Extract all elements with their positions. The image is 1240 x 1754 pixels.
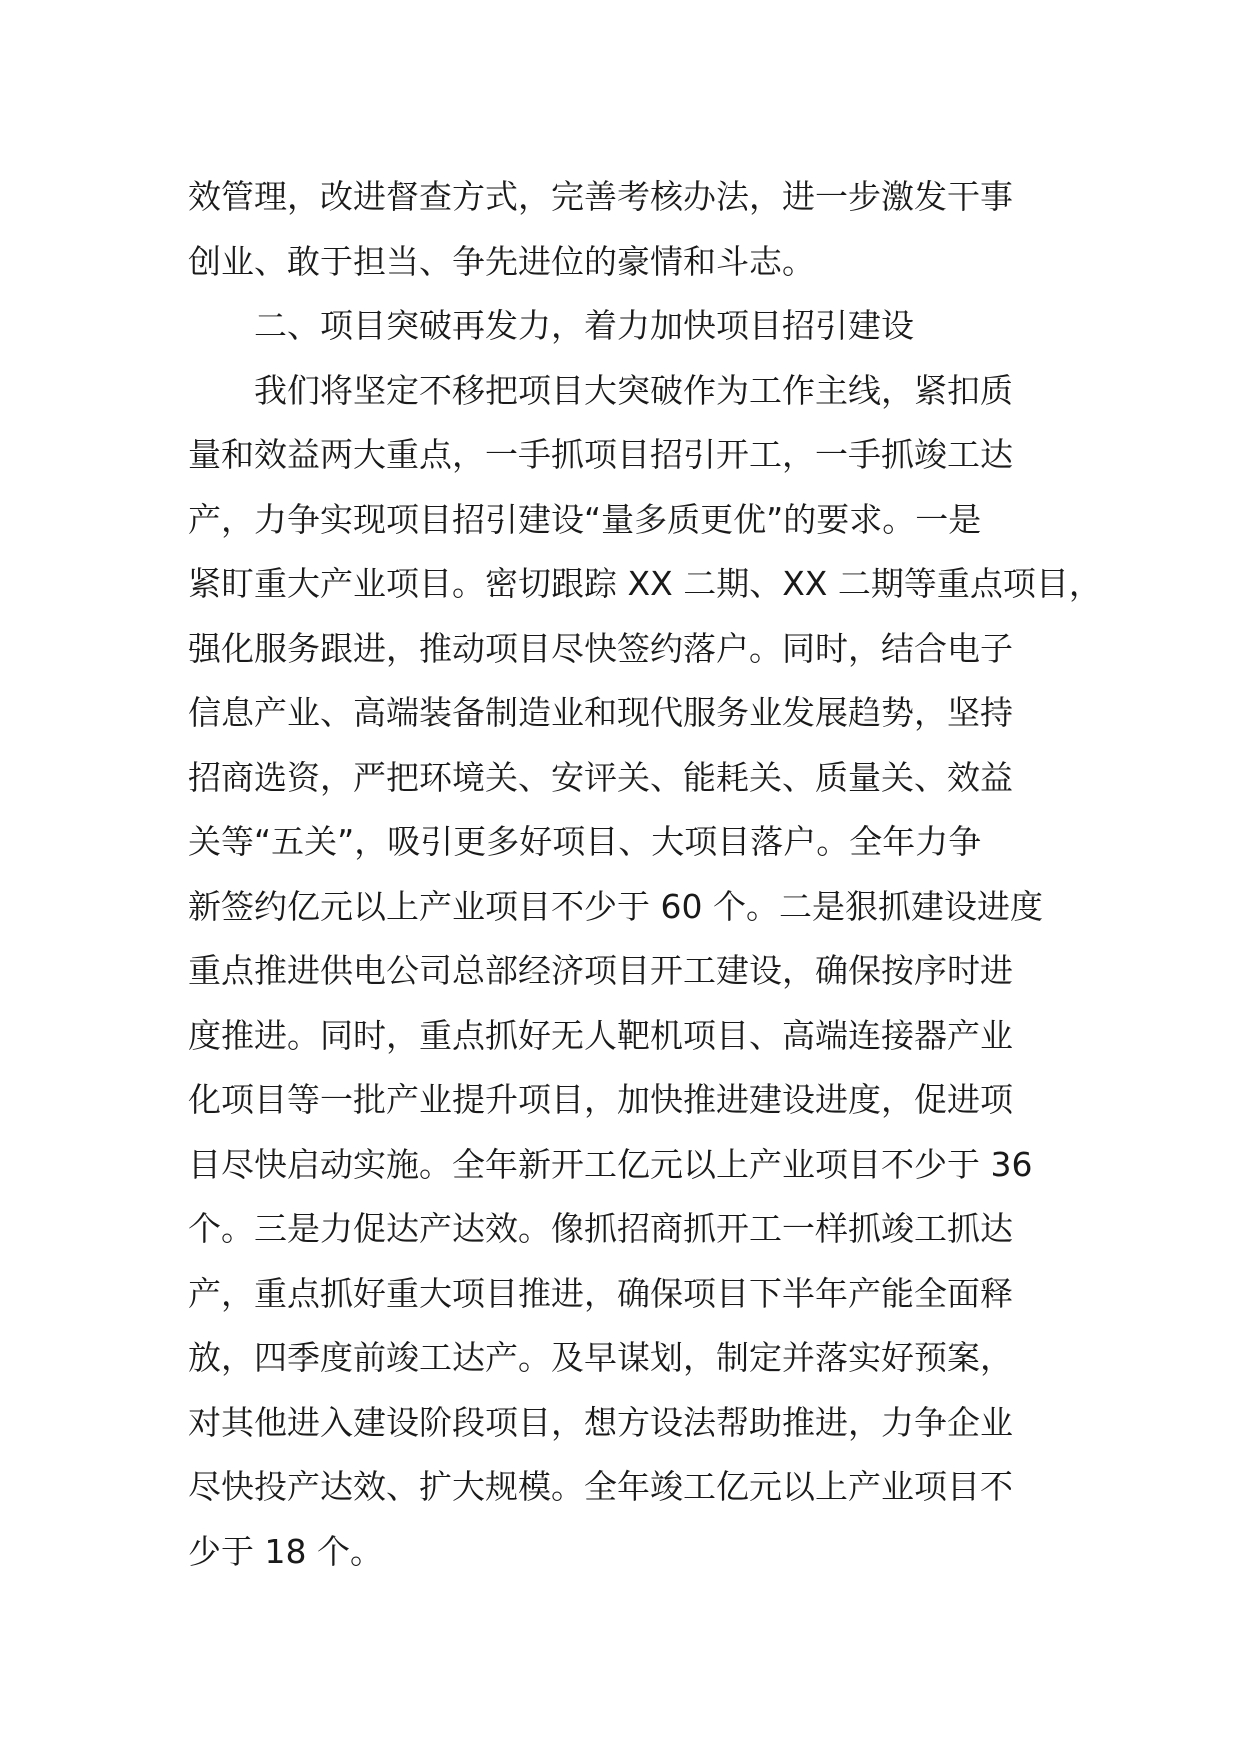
paragraph-line: 目尽快启动实施。全年新开工亿元以上产业项目不少于 36: [188, 1144, 1033, 1184]
document-body: [188, 165, 1102, 1584]
paragraph-line: 产，力争实现项目招引建设“量多质更优”的要求。一是: [188, 499, 982, 539]
paragraph-projects: [188, 359, 1102, 1585]
paragraph-line: 度推进。同时，重点抓好无人靶机项目、高端连接器产业: [188, 1015, 1013, 1055]
paragraph-line: 尽快投产达效、扩大规模。全年竣工亿元以上产业项目不: [188, 1467, 1013, 1506]
paragraph-line: 强化服务跟进，推动项目尽快签约落户。同时，结合电子: [188, 628, 1013, 668]
paragraph-line: 放，四季度前竣工达产。及早谋划，制定并落实好预案，: [188, 1338, 1013, 1377]
paragraph-line: 效管理，改进督查方式，完善考核办法，进一步激发干事: [188, 177, 1013, 216]
paragraph-line: 我们将坚定不移把项目大突破作为工作主线，紧扣质: [254, 370, 1013, 410]
paragraph-line: 关等“五关”，吸引更多好项目、大项目落户。全年力争: [188, 822, 982, 861]
paragraph-line: 化项目等一批产业提升项目，加快推进建设进度，促进项: [188, 1080, 1013, 1119]
paragraph-line: 信息产业、高端装备制造业和现代服务业发展趋势，坚持: [188, 693, 1013, 732]
paragraph-line: 创业、敢于担当、争先进位的豪情和斗志。: [188, 241, 815, 281]
paragraph-continued: [188, 165, 1088, 294]
paragraph-line: 个。三是力促达产达效。像抓招商抓开工一样抓竣工抓达: [188, 1209, 1013, 1248]
paragraph-line: 新签约亿元以上产业项目不少于 60 个。二是狠抓建设进度: [188, 886, 1043, 926]
paragraph-line: 量和效益两大重点，一手抓项目招引开工，一手抓竣工达: [188, 435, 1013, 474]
paragraph-line: 少于 18 个。: [188, 1531, 383, 1571]
paragraph-line: 对其他进入建设阶段项目，想方设法帮助推进，力争企业: [188, 1402, 1013, 1442]
paragraph-line: 重点推进供电公司总部经济项目开工建设，确保按序时进: [188, 951, 1013, 990]
paragraph-line: 产，重点抓好重大项目推进，确保项目下半年产能全面释: [188, 1273, 1013, 1313]
paragraph-line: 紧盯重大产业项目。密切跟踪 XX 二期、XX 二期等重点项目，: [188, 564, 1102, 603]
paragraph-line: 招商选资，严把环境关、安评关、能耗关、质量关、效益: [188, 757, 1013, 797]
section-heading: 二、项目突破再发力，着力加快项目招引建设: [254, 306, 914, 345]
